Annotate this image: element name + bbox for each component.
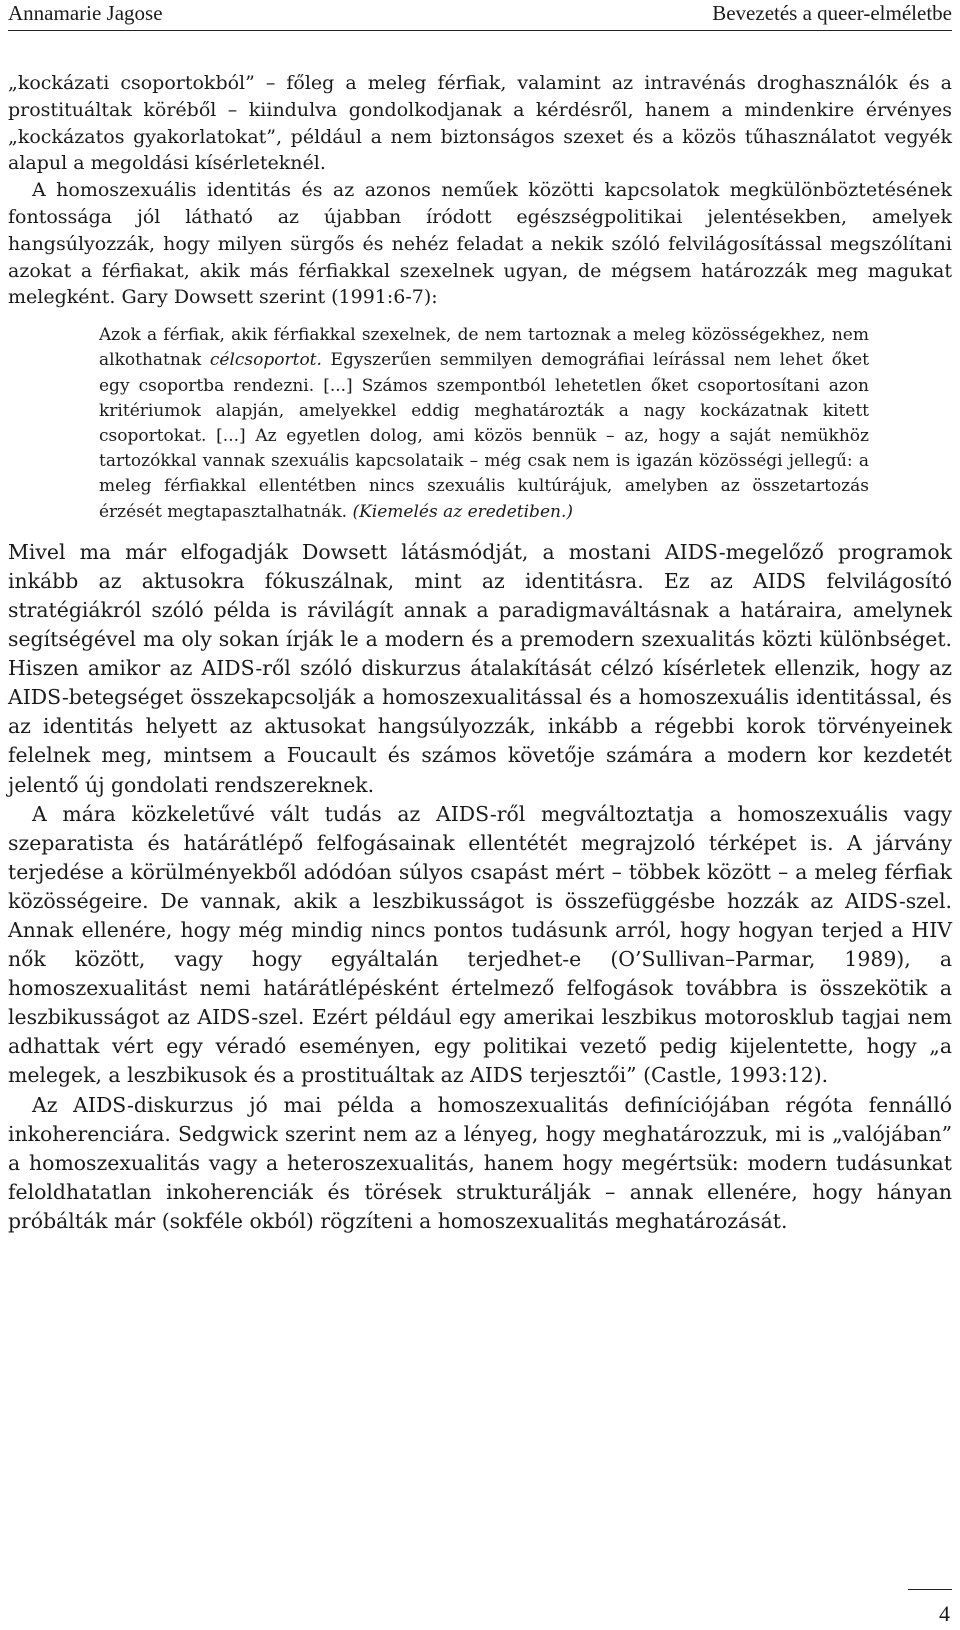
header-book-title: Bevezetés a queer-elméletbe — [712, 1, 952, 25]
block-quote-dowsett — [99, 323, 869, 525]
header-author: Annamarie Jagose — [8, 1, 163, 25]
quote-text — [99, 323, 869, 525]
quote-part-2: Egyszerűen semmilyen demográfiai leírással nem lehet őket egy csoportba rendezni. [...] Számos szempontból lehetetlen őket csoportosítani azon kritériumok alapján, amelyekkel eddig meghatározták a nagy kockázatnak kitett csoportokat. [...] Az egyetlen dolog, ami közös bennük – az, hogy a saját nemükhöz tartozókkal vannak szexuális kapcsolataik – még csak nem is igazán közösségi jellegű: a meleg férfiakkal ellentétben nincs szexuális kultúrájuk, amelyben az összetartozás érzését megtapasztalhatnák. — [99, 350, 869, 522]
page-body — [8, 70, 952, 1236]
quote-italic-term: célcsoportot. — [209, 350, 322, 371]
quote-emphasis-note: (Kiemelés az eredetiben.) — [352, 501, 573, 522]
paragraph-dowsett-view: Mivel ma már elfogadják Dowsett látásmódját, a mostani AIDS-megelőző programok inkább az aktusokra fókuszálnak, mint az identitásra. Ez az AIDS felvilágosító stratégiákról szóló példa is rávilágít annak a paradigmaváltásnak a határaira, amelynek segítségével ma oly sokan írják le a modern és a premodern szexualitás közti különbséget. Hiszen amikor az AIDS-ről szóló diskurzus átalakítását célzó kísérletek ellenzik, hogy az AIDS-betegséget összekapcsolják a homoszexualitással és a homoszexuális identitással, és az identitás helyett az aktusokat hangsúlyozzák, inkább a régebbi korok törvényeinek felelnek meg, mintsem a Foucault és számos követője számára a modern kor kezdetét jelentő új gondolati rendszereknek. — [8, 539, 952, 797]
quote-part-1: Azok a férfiak, akik férfiakkal szexelnek, de nem tartoznak a meleg közösségekhez, nem alkothatnak — [99, 325, 869, 371]
page-number: 4 — [939, 1601, 950, 1626]
paragraph-continuation: „kockázati csoportokból” – főleg a meleg férfiak, valamint az intravénás droghasználók és a prostituáltak köréből – kiindulva gondolkodjanak a kérdésről, hanem a mindenkire érvényes „kockázatos gyakorlatokat”, például a nem biztonságos szexet és a közös tűhasználatot vegyék alapul a megoldási kísérleteknél. — [8, 72, 952, 175]
page-number-rule — [908, 1589, 952, 1590]
paragraph-identity-distinction: A homoszexuális identitás és az azonos neműek közötti kapcsolatok megkülönböztetésének fontossága jól látható az újabban íródott egészségpolitikai jelentésekben, amelyek hangsúlyozzák, hogy milyen sürgős és nehéz feladat a nekik szóló felvilágosítással megszólítani azokat a férfiakat, akik más férfiakkal szexelnek ugyan, de mégsem határozzák meg magukat melegként. Gary Dowsett szerint (1991:6-7): — [8, 179, 952, 309]
running-head — [8, 0, 952, 31]
paragraph-aids-discourse: Az AIDS-diskurzus jó mai példa a homoszexualitás definíciójában régóta fennálló inkoherenciára. Sedgwick szerint nem az a lényeg, hogy meghatározzuk, mi is „valójában” a homoszexualitás vagy a heteroszexualitás, hanem hogy megértsük: modern tudásunkat feloldhatatlan inkoherenciák és törések strukturálják – annak ellenére, hogy hányan próbálták már (sokféle okból) rögzíteni a homoszexualitás meghatározását. — [8, 1092, 952, 1233]
paragraph-aids-knowledge: A mára közkeletűvé vált tudás az AIDS-ről megváltoztatja a homoszexuális vagy szeparatista és határátlépő felfogásainak ellentétét megrajzoló térképet is. A járvány terjedése a körülményekből adódóan súlyos csapást mért – többek között – a meleg férfiak közösségeire. De vannak, akik a leszbikusságot is összefüggésbe hozzák az AIDS-szel. Annak ellenére, hogy még mindig nincs pontos tudásunk arról, hogy hogyan terjed a HIV nők között, vagy hogy egyáltalán terjedhet-e (O’Sullivan–Parmar, 1989), a homoszexualitást nemi határátlépésként értelmező felfogások továbbra is összekötik a leszbikusságot az AIDS-szel. Ezért például egy amerikai leszbikus motorosklub tagjai nem adhattak vért egy véradó eseményen, egy politikai vezető pedig kijelentette, hogy „a melegek, a leszbikusok és a prostituáltak az AIDS terjesztői” (Castle, 1993:12). — [8, 801, 952, 1088]
